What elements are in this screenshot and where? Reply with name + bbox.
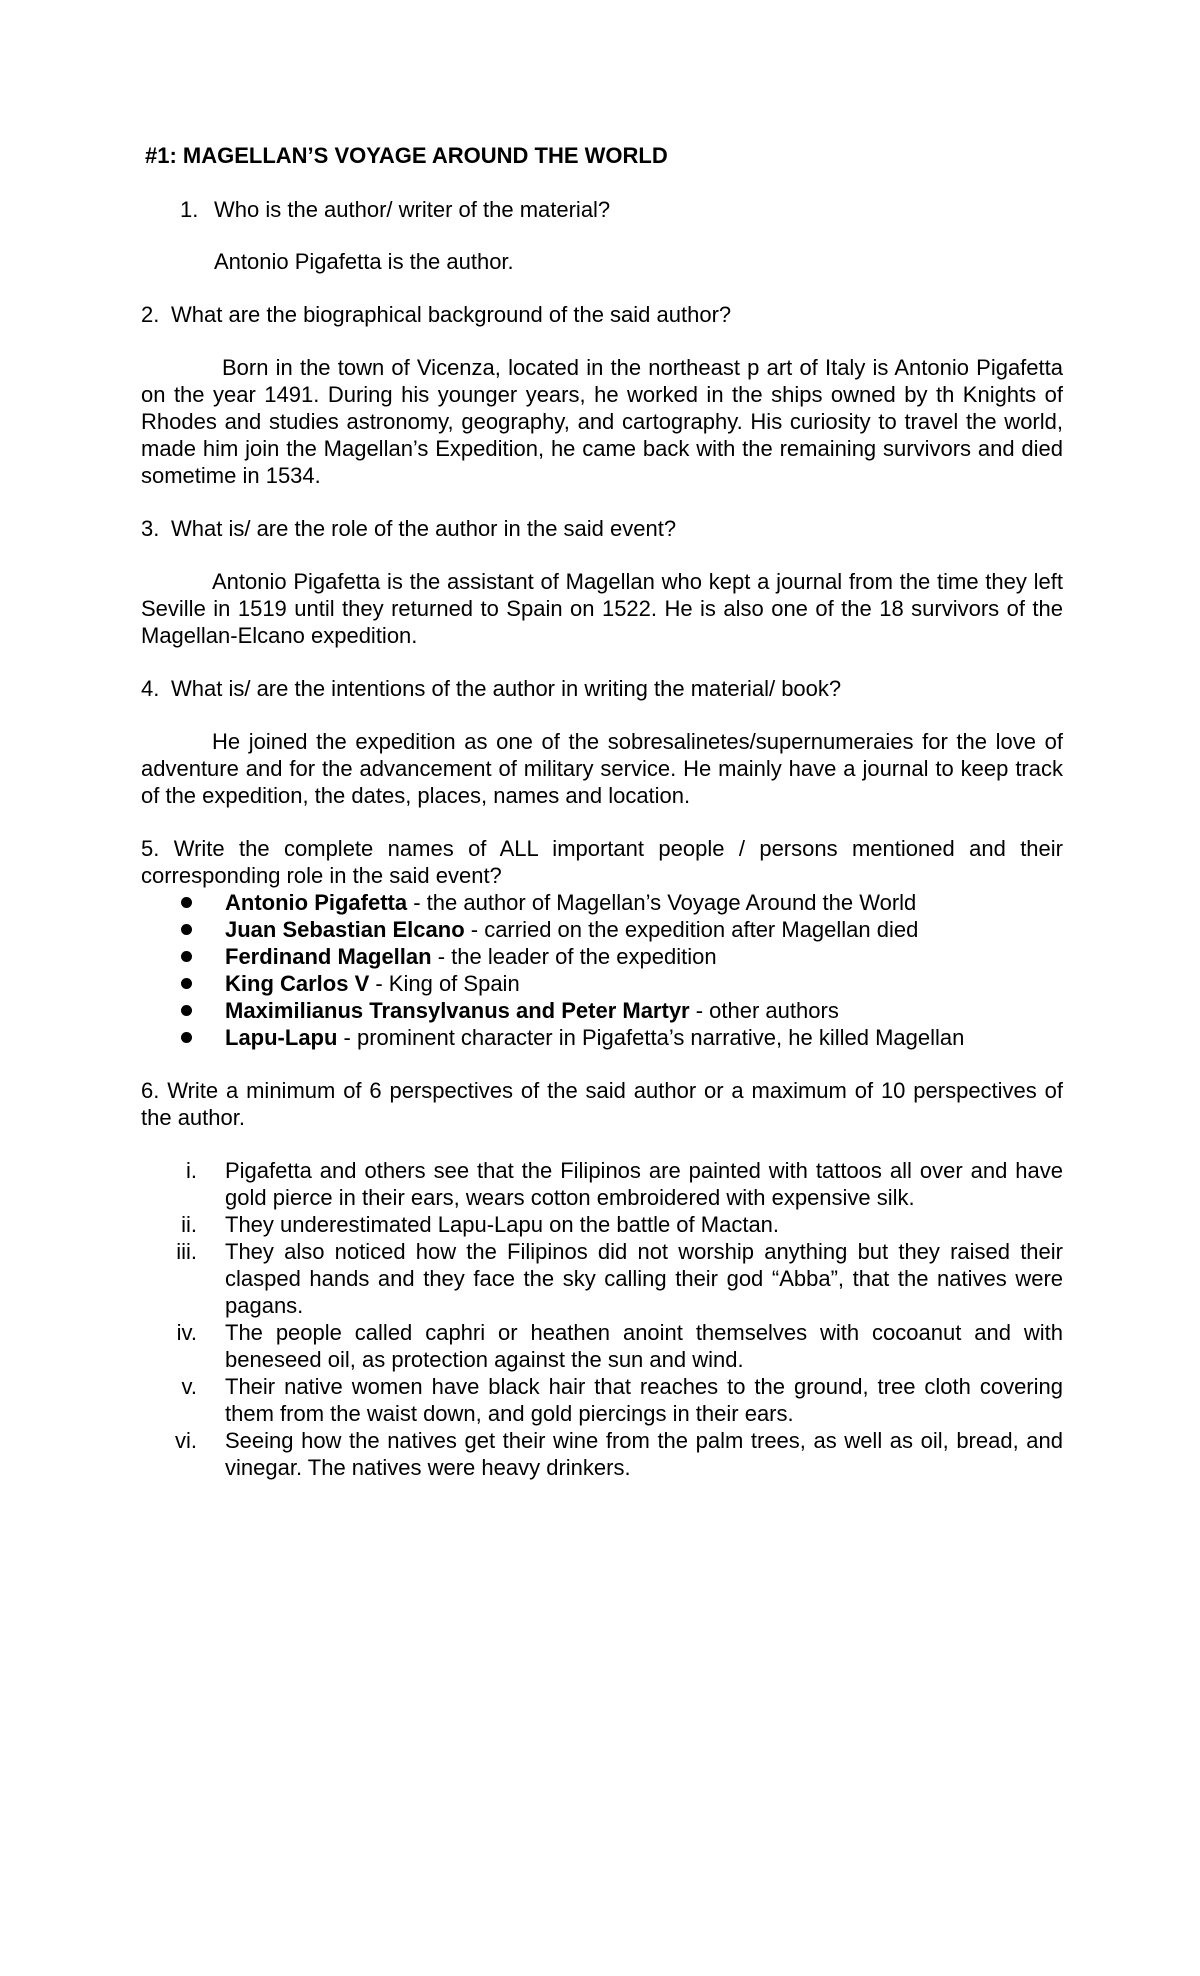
list-item: [141, 889, 1063, 916]
list-item: [141, 1211, 1063, 1238]
person-name: King Carlos V: [225, 971, 370, 996]
bullet-icon: [181, 924, 192, 935]
answer-2: Born in the town of Vicenza, located in the northeast p art of Italy is Antonio Pigafetta on the year 1491. During his younger years, he worked in the ships owned by th Knights of Rhodes and studies astronomy, geography, and cartography. His curiosity to travel the world, made him join the Magellan’s Expedition, he came back with the remaining survivors and died sometime in 1534.: [141, 355, 1063, 488]
list-item: [141, 1373, 1063, 1427]
roman-numeral: v.: [181, 1374, 197, 1399]
bullet-icon: [181, 897, 192, 908]
list-item: [141, 997, 1063, 1024]
perspective-text: Pigafetta and others see that the Filipinos are painted with tattoos all over and have gold pierce in their ears, wears cotton embroidered with expensive silk.: [225, 1158, 1063, 1210]
perspective-text: They also noticed how the Filipinos did not worship anything but they raised their clasped hands and they face the sky calling their god “Abba”, that the natives were pagans.: [225, 1239, 1063, 1318]
person-name: Juan Sebastian Elcano: [225, 917, 465, 942]
perspective-text: The people called caphri or heathen anoint themselves with cocoanut and with beneseed oil, as protection against the sun and wind.: [225, 1320, 1063, 1372]
roman-numeral: iii.: [176, 1239, 197, 1264]
list-item: [141, 1427, 1063, 1481]
question-text: Who is the author/ writer of the material?: [214, 197, 611, 222]
question-2: [141, 301, 1063, 328]
list-item: [141, 970, 1063, 997]
perspective-text: Seeing how the natives get their wine from the palm trees, as well as oil, bread, and vinegar. The natives were heavy drinkers.: [225, 1428, 1063, 1480]
perspective-text: They underestimated Lapu-Lapu on the battle of Mactan.: [225, 1212, 780, 1237]
question-3: [141, 515, 1063, 542]
person-name: Maximilianus Transylvanus and Peter Martyr: [225, 998, 690, 1023]
question-number: 2.: [141, 302, 160, 327]
person-name: Ferdinand Magellan: [225, 944, 432, 969]
perspectives-list: [141, 1157, 1063, 1481]
list-item: [141, 943, 1063, 970]
perspective-text: Their native women have black hair that reaches to the ground, tree cloth covering them from the waist down, and gold piercings in their ears.: [225, 1374, 1063, 1426]
answer-1: Antonio Pigafetta is the author.: [214, 249, 514, 274]
roman-numeral: i.: [186, 1158, 197, 1183]
answer-3: Antonio Pigafetta is the assistant of Magellan who kept a journal from the time they left Seville in 1519 until they returned to Spain on 1522. He is also one of the 18 survivors of the Magellan-Elcano expedition.: [141, 569, 1063, 648]
person-name: Antonio Pigafetta: [225, 890, 408, 915]
roman-numeral: vi.: [175, 1428, 197, 1453]
question-number: 4.: [141, 676, 160, 701]
question-number: 3.: [141, 516, 160, 541]
person-role: - the author of Magellan’s Voyage Around the World: [407, 890, 917, 915]
bullet-icon: [181, 978, 192, 989]
person-role: - prominent character in Pigafetta’s narrative, he killed Magellan: [337, 1025, 965, 1050]
roman-numeral: iv.: [176, 1320, 197, 1345]
bullet-icon: [181, 951, 192, 962]
document-title: #1: MAGELLAN’S VOYAGE AROUND THE WORLD: [145, 143, 668, 168]
question-4: [141, 675, 1063, 702]
answer-4: He joined the expedition as one of the sobresalinetes/supernumeraies for the love of adventure and for the advancement of military service. He mainly have a journal to keep track of the expedition, the dates, places, names and location.: [141, 729, 1063, 808]
people-list: [141, 889, 1063, 1051]
question-text: What is/ are the intentions of the author in writing the material/ book?: [171, 676, 842, 701]
question-5: 5. Write the complete names of ALL important people / persons mentioned and their corresponding role in the said event?: [141, 836, 1063, 888]
roman-numeral: ii.: [181, 1212, 197, 1237]
person-role: - King of Spain: [369, 971, 520, 996]
question-1: [141, 196, 1063, 223]
person-role: - other authors: [689, 998, 839, 1023]
bullet-icon: [181, 1005, 192, 1016]
person-role: - the leader of the expedition: [431, 944, 717, 969]
list-item: [141, 1238, 1063, 1319]
person-name: Lapu-Lapu: [225, 1025, 338, 1050]
list-item: [141, 1157, 1063, 1211]
document-content: [141, 142, 1063, 1481]
question-text: What are the biographical background of the said author?: [171, 302, 732, 327]
question-number: 1.: [180, 197, 199, 222]
list-item: [141, 1319, 1063, 1373]
person-role: - carried on the expedition after Magellan died: [464, 917, 919, 942]
list-item: [141, 916, 1063, 943]
bullet-icon: [181, 1032, 192, 1043]
list-item: [141, 1024, 1063, 1051]
question-6: 6. Write a minimum of 6 perspectives of the said author or a maximum of 10 perspectives of the author.: [141, 1078, 1063, 1130]
question-text: What is/ are the role of the author in the said event?: [171, 516, 677, 541]
